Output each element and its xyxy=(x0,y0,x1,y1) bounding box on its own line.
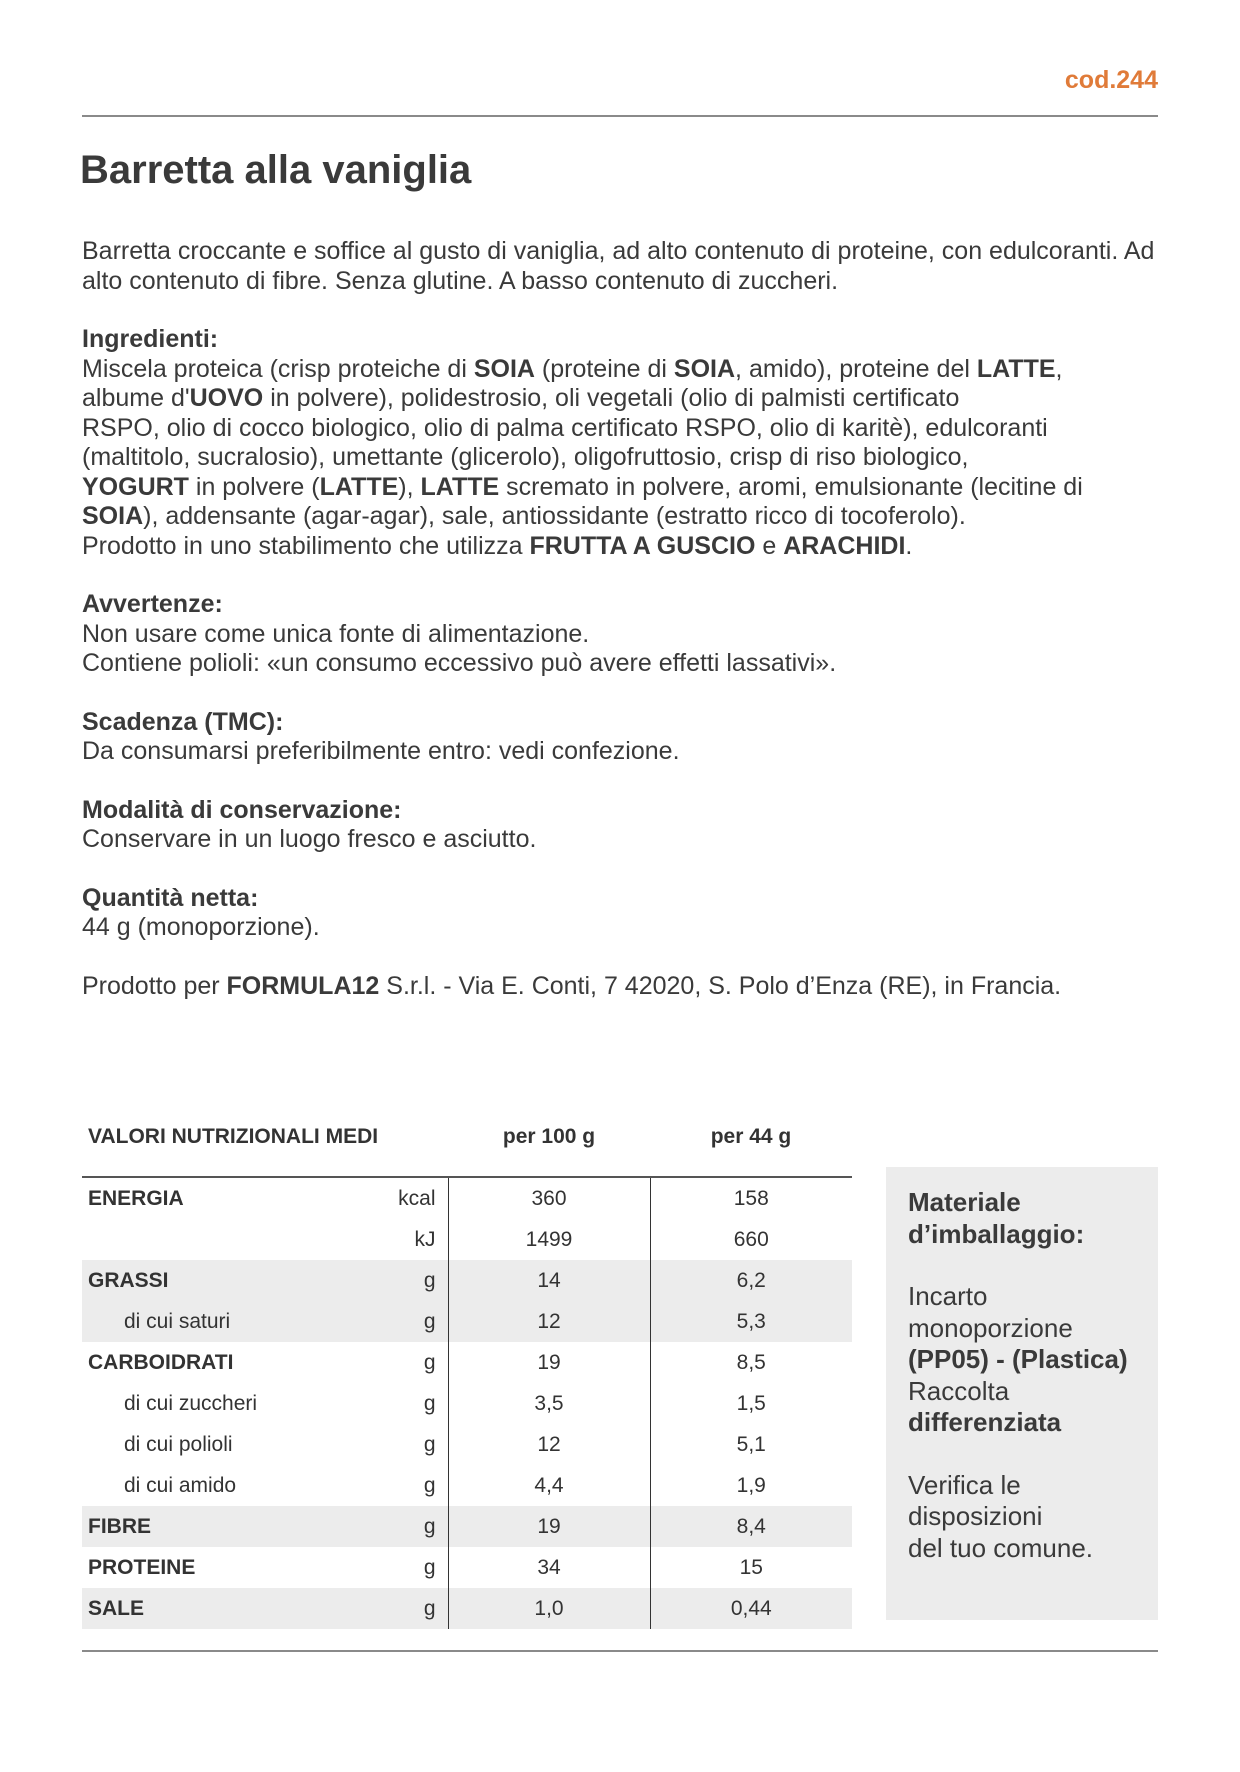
text-run: scremato in polvere, aromi, emulsionante (lecitine di xyxy=(499,472,1083,501)
nutrient-unit: kcal xyxy=(367,1177,448,1219)
storage-section xyxy=(82,796,1162,855)
value-per-44g: 1,9 xyxy=(736,1473,766,1497)
value-per-44g: 8,4 xyxy=(650,1506,852,1547)
text-run: albume d' xyxy=(82,384,190,412)
warnings-line: Contiene polioli: «un consumo eccessivo può avere effetti lassativi». xyxy=(82,649,837,677)
value-per-100g: 19 xyxy=(448,1342,650,1383)
text-run: S.r.l. - Via E. Conti, 7 42020, S. Polo d’Enza (RE), in Francia. xyxy=(379,971,1062,1000)
text-run: Prodotto in uno stabilimento che utilizza xyxy=(82,531,530,560)
nutrient-unit: g xyxy=(367,1260,448,1301)
value-per-100g: 12 xyxy=(448,1424,650,1465)
storage-heading: Modalità di conservazione: xyxy=(82,795,402,824)
highlighted-term: LATTE xyxy=(976,354,1056,383)
text-run: in polvere ( xyxy=(188,472,320,501)
nutrition-row xyxy=(82,1260,852,1301)
nutrient-name: di cui saturi xyxy=(82,1301,367,1342)
text-run: Prodotto per xyxy=(82,971,227,1000)
nutrient-unit: g xyxy=(367,1342,448,1383)
net-quantity-section xyxy=(82,884,1162,943)
nutrition-row xyxy=(82,1301,852,1342)
packaging-text: Incarto xyxy=(908,1281,988,1311)
nutrient-unit: g xyxy=(367,1547,448,1588)
producer-line xyxy=(82,972,1162,1002)
highlighted-term: FRUTTA A GUSCIO xyxy=(529,531,756,560)
net-quantity-text: 44 g (monoporzione). xyxy=(82,913,320,941)
text-run: , amido), proteine del xyxy=(735,354,977,383)
value-per-44g: 6,2 xyxy=(650,1260,852,1301)
bottom-divider xyxy=(82,1650,1158,1652)
value-per-44g: 158 xyxy=(733,1186,769,1210)
text-run: ), xyxy=(398,472,421,501)
nutrition-row xyxy=(82,1547,852,1588)
packaging-text: monoporzione xyxy=(908,1312,1073,1343)
nutrient-name: ENERGIA xyxy=(88,1186,184,1210)
warnings-line: Non usare come unica fonte di alimentazione. xyxy=(82,619,590,648)
product-description: Barretta croccante e soffice al gusto di vaniglia, ad alto contenuto di proteine, con edulcoranti. Ad alto contenuto di fibre. Senza glutine. A basso contenuto di zuccheri. xyxy=(82,237,1155,295)
packaging-heading: d’imballaggio: xyxy=(908,1218,1085,1249)
value-per-100g: 4,4 xyxy=(448,1465,650,1506)
packaging-box xyxy=(886,1167,1158,1620)
nutrient-unit: g xyxy=(367,1506,448,1547)
value-per-44g: 5,3 xyxy=(650,1301,852,1342)
highlighted-term: ARACHIDI xyxy=(783,531,906,560)
value-per-44g: 8,5 xyxy=(736,1350,766,1374)
nutrition-row xyxy=(82,1383,852,1424)
nutrition-row xyxy=(82,1177,852,1219)
page-title: Barretta alla vaniglia xyxy=(80,148,472,192)
text-run: RSPO, olio di cocco biologico, olio di palma certificato RSPO, olio di karitè), edulcoranti xyxy=(82,413,1048,442)
highlighted-term: UOVO xyxy=(189,384,264,412)
nutrient-name: CARBOIDRATI xyxy=(88,1350,234,1374)
storage-text: Conservare in un luogo fresco e asciutto. xyxy=(82,825,537,853)
highlighted-term: LATTE xyxy=(319,472,399,501)
nutrient-name: di cui zuccheri xyxy=(124,1391,258,1415)
nutrient-name: di cui amido xyxy=(124,1473,237,1497)
ingredients-line xyxy=(82,414,1162,444)
nutrient-unit: g xyxy=(367,1383,448,1424)
nutrition-row xyxy=(82,1465,852,1506)
nutrient-name xyxy=(82,1219,367,1260)
expiry-section xyxy=(82,708,1162,767)
nutrient-name: SALE xyxy=(82,1588,367,1629)
text-run: (maltitolo, sucralosio), umettante (glicerolo), oligofruttosio, crisp di riso biologico, xyxy=(82,443,969,471)
ingredients-heading: Ingredienti: xyxy=(82,325,219,353)
ingredients-line xyxy=(82,443,1162,473)
nutrient-name: di cui polioli xyxy=(124,1432,233,1456)
value-per-100g: 34 xyxy=(448,1547,650,1588)
packaging-note: disposizioni xyxy=(908,1501,1043,1531)
highlighted-term: SOIA xyxy=(82,502,144,530)
packaging-note: del tuo comune. xyxy=(908,1532,1094,1563)
nutrient-unit: g xyxy=(367,1301,448,1342)
expiry-heading: Scadenza (TMC): xyxy=(82,707,284,736)
value-per-100g: 1,0 xyxy=(448,1588,650,1629)
ingredients-line xyxy=(82,502,1162,532)
text-run: ), addensante (agar-agar), sale, antiossidante (estratto ricco di tocoferolo). xyxy=(143,502,966,530)
nutrition-row xyxy=(82,1588,852,1629)
highlighted-term: SOIA xyxy=(673,354,736,383)
ingredients-text xyxy=(82,355,1162,562)
value-per-100g: 14 xyxy=(448,1260,650,1301)
value-per-44g: 5,1 xyxy=(736,1432,766,1456)
highlighted-term: LATTE xyxy=(420,472,500,501)
nutrition-header-label: VALORI NUTRIZIONALI MEDI xyxy=(88,1125,379,1148)
nutrient-name: FIBRE xyxy=(82,1506,367,1547)
packaging-material: (PP05) - (Plastica) xyxy=(908,1344,1128,1374)
net-quantity-heading: Quantità netta: xyxy=(82,883,259,912)
nutrition-row xyxy=(82,1506,852,1547)
nutrition-row xyxy=(82,1342,852,1383)
text-run: in polvere), polidestrosio, oli vegetali (olio di palmisti certificato xyxy=(263,384,960,412)
value-per-100g: 19 xyxy=(448,1506,650,1547)
value-per-44g: 1,5 xyxy=(736,1391,766,1415)
value-per-100g: 3,5 xyxy=(448,1383,650,1424)
nutrient-name: GRASSI xyxy=(82,1260,367,1301)
value-per-44g: 660 xyxy=(733,1227,769,1251)
ingredients-line xyxy=(82,355,1162,385)
text-run: e xyxy=(755,531,784,560)
text-run: . xyxy=(905,531,913,560)
highlighted-term: FORMULA12 xyxy=(226,971,380,1000)
nutrition-table xyxy=(82,1117,852,1629)
value-per-100g: 360 xyxy=(448,1177,650,1219)
ingredients-line xyxy=(82,384,1162,414)
value-per-100g: 12 xyxy=(448,1301,650,1342)
nutrition-header-per100: per 100 g xyxy=(502,1125,596,1148)
warnings-heading: Avvertenze: xyxy=(82,590,223,618)
packaging-heading: Materiale xyxy=(908,1187,1021,1217)
ingredients-section xyxy=(82,325,1162,561)
ingredients-line xyxy=(82,532,1162,562)
packaging-note: Verifica le xyxy=(908,1469,1021,1500)
value-per-100g: 1499 xyxy=(448,1219,650,1260)
nutrient-unit: g xyxy=(367,1588,448,1629)
highlighted-term: SOIA xyxy=(473,354,535,383)
warnings-section xyxy=(82,590,1162,679)
text-run: Miscela proteica (crisp proteiche di xyxy=(82,354,474,383)
text-run: (proteine di xyxy=(534,354,674,383)
nutrition-row xyxy=(82,1424,852,1465)
value-per-44g: 0,44 xyxy=(650,1588,852,1629)
product-info xyxy=(82,237,1162,1001)
nutrient-name: PROTEINE xyxy=(88,1555,196,1579)
value-per-44g: 15 xyxy=(739,1555,763,1579)
ingredients-line xyxy=(82,473,1162,503)
nutrient-unit: g xyxy=(367,1465,448,1506)
product-code: cod.244 xyxy=(1064,66,1158,94)
top-divider xyxy=(82,115,1158,117)
text-run: , xyxy=(1055,354,1063,383)
packaging-collection: differenziata xyxy=(908,1407,1062,1437)
nutrient-unit: g xyxy=(367,1424,448,1465)
packaging-text: Raccolta xyxy=(908,1375,1010,1406)
nutrition-header-row xyxy=(82,1117,852,1177)
nutrition-header-per44: per 44 g xyxy=(710,1125,792,1148)
expiry-text: Da consumarsi preferibilmente entro: vedi confezione. xyxy=(82,737,680,765)
highlighted-term: YOGURT xyxy=(82,472,189,501)
nutrition-row xyxy=(82,1219,852,1260)
nutrient-unit: kJ xyxy=(367,1219,448,1260)
